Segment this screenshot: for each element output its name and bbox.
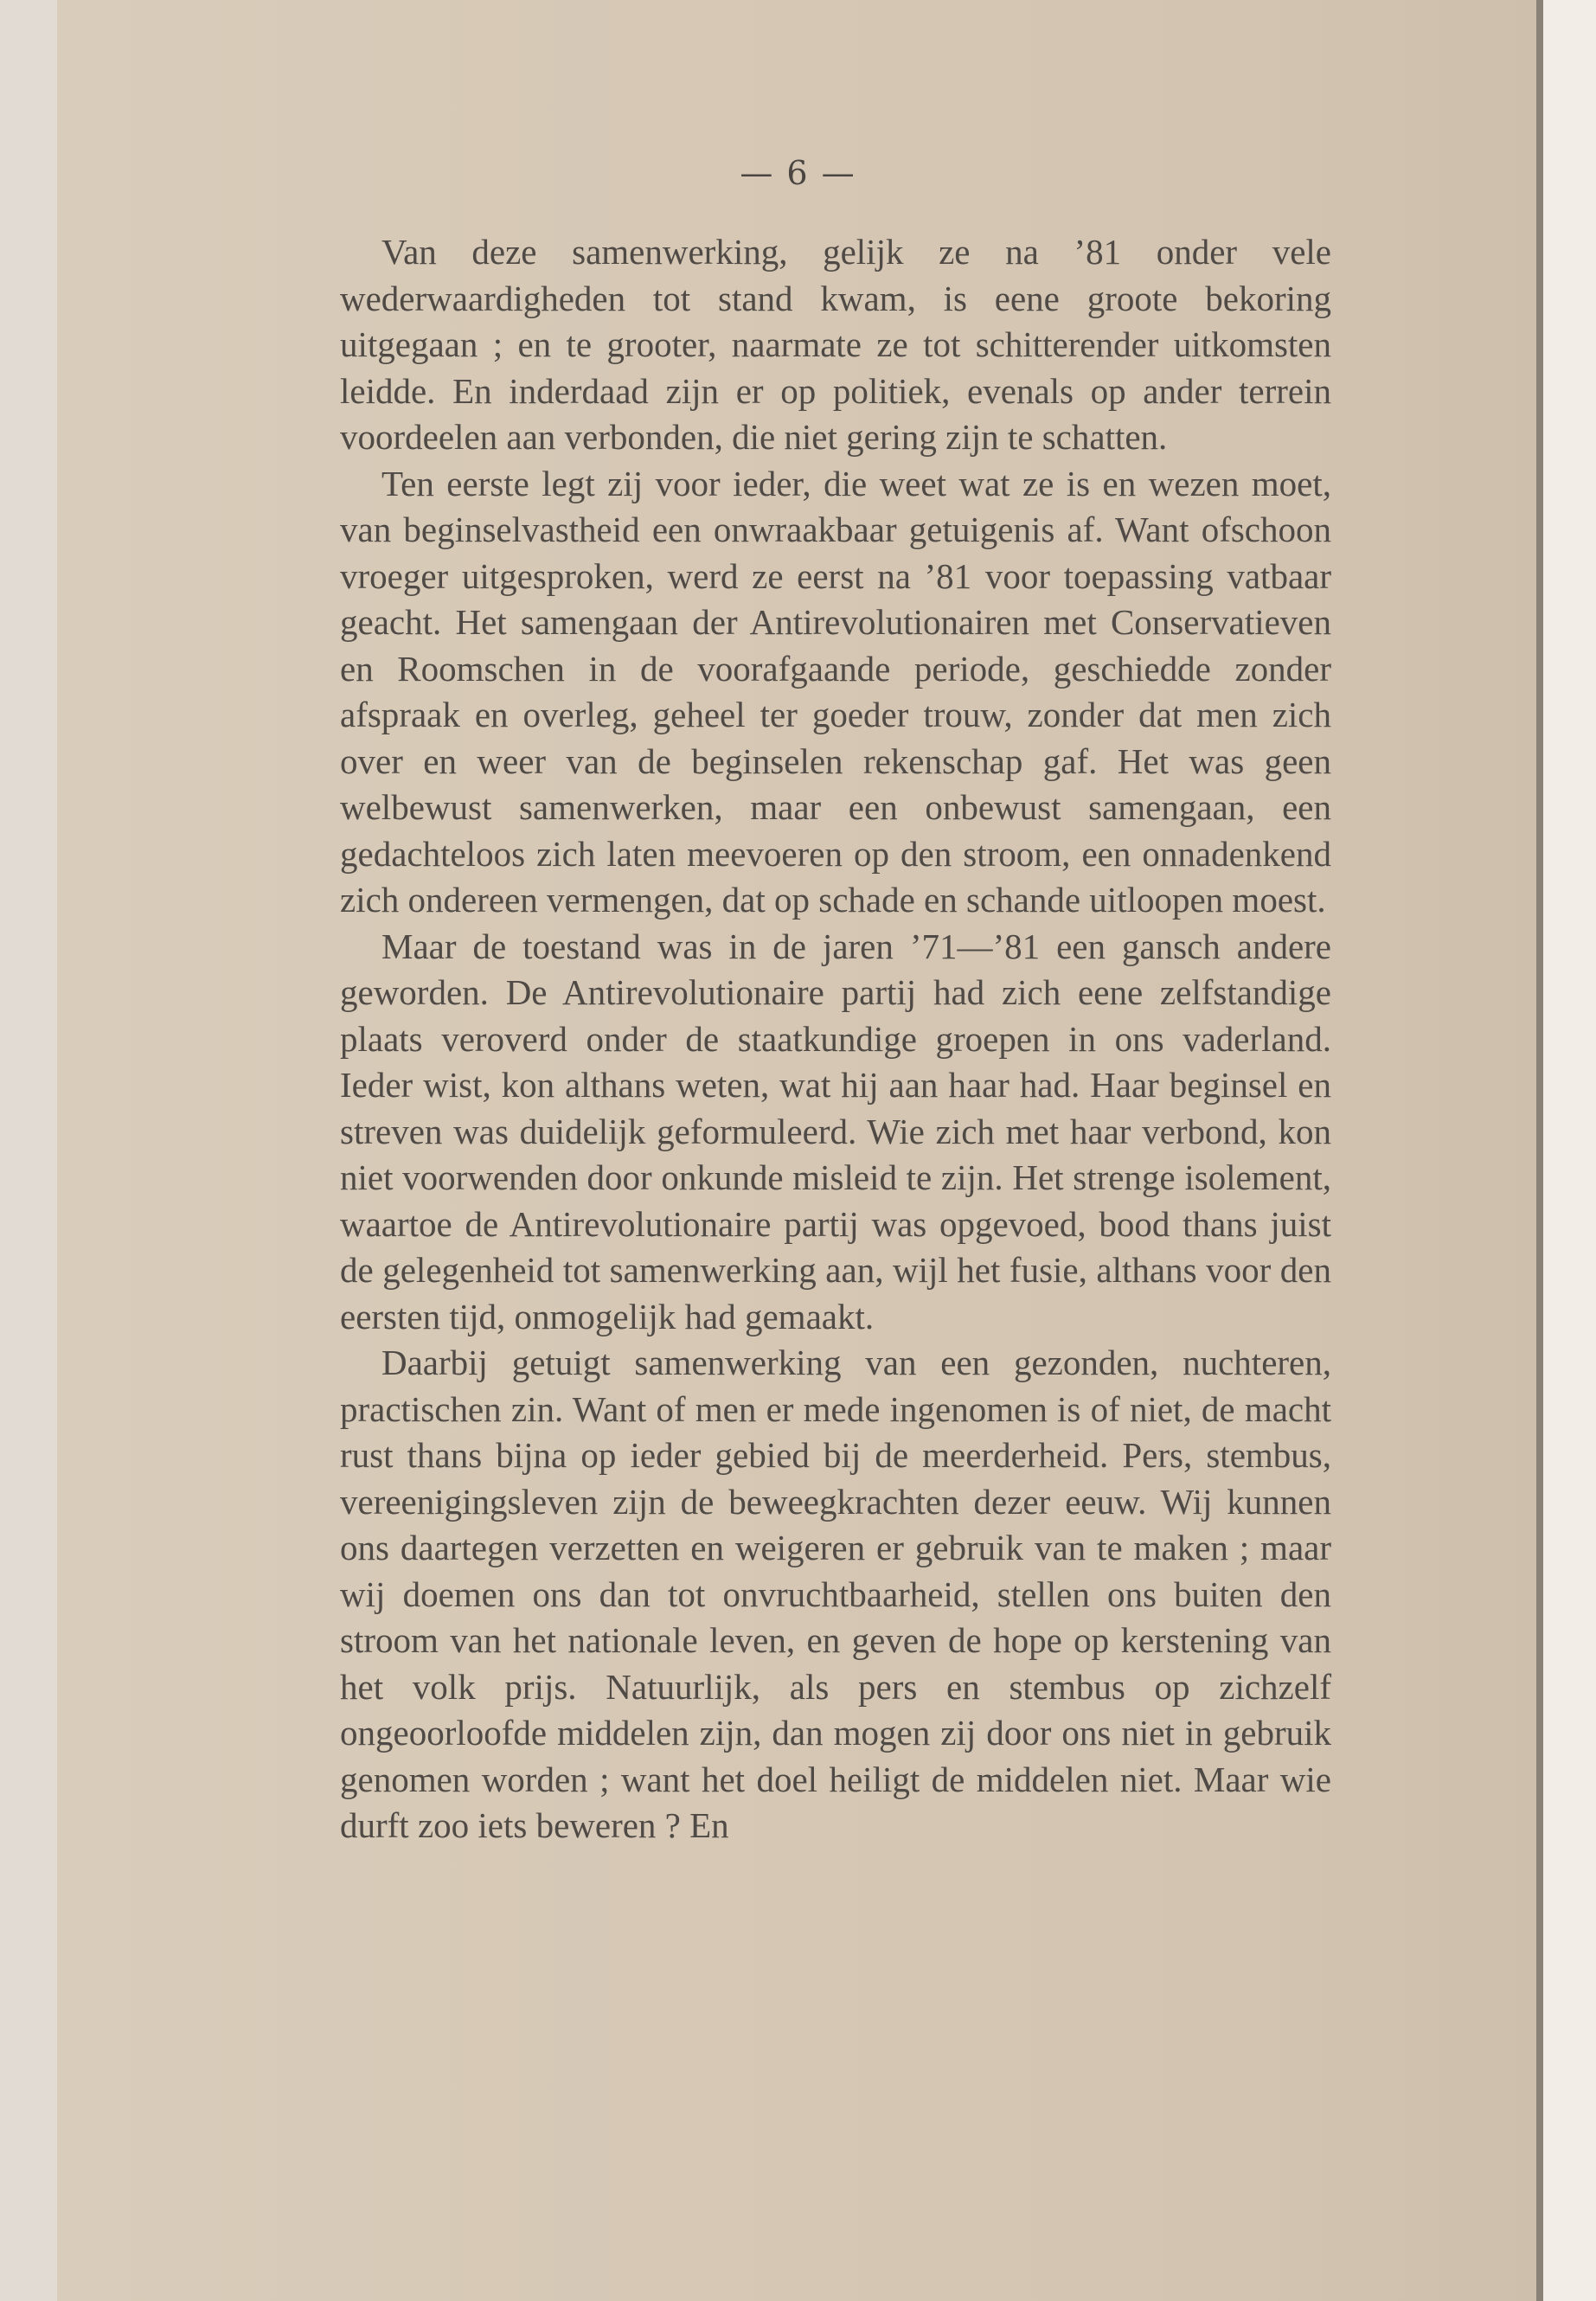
paragraph-2: Ten eerste legt zij voor ieder, die weet wat ze is en wezen moet, van beginselvastheid een onwraakbaar getuigenis af. Want ofschoon vroeger uitgesproken, werd ze eerst na ’81 voor toepassing vatbaar geacht. Het samengaan der Antirevolutionairen met Conservatieven en Roomschen in de voorafgaande periode, geschiedde zonder afspraak en overleg, geheel ter goeder trouw, zonder dat men zich over en weer van de beginselen rekenschap gaf. Het was geen welbewust samenwerken, maar een onbewust samengaan, een gedachteloos zich laten meevoeren op den stroom, een onnadenkend zich ondereen vermengen, dat op schade en schande uitloopen moest. — [340, 463, 1331, 920]
scan-right-margin — [1543, 0, 1596, 2301]
paragraph-3: Maar de toestand was in de jaren ’71—’81 een gansch andere geworden. De Antirevolutionaire partij had zich eene zelfstandige plaats veroverd onder de staatkundige groepen in ons vaderland. Ieder wist, kon althans weten, wat hij aan haar had. Haar beginsel en streven was duidelijk geformuleerd. Wie zich met haar verbond, kon niet voorwenden door onkunde misleid te zijn. Het strenge isolement, waartoe de Antirevolutionaire partij was opgevoed, bood thans juist de gelegenheid tot samenwerking aan, wijl het fusie, althans voor den eersten tijd, onmogelijk had gemaakt. — [340, 926, 1331, 1336]
paragraph-1: Van deze samenwerking, gelijk ze na ’81 onder vele wederwaardigheden tot stand kwam, is eene groote bekoring uitgegaan ; en te grooter, naarmate ze tot schitterender uitkomsten leidde. En inderdaad zijn er op politiek, evenals op ander terrein voordeelen aan verbonden, die niet gering zijn te schatten. — [340, 232, 1331, 457]
scan-left-margin — [0, 0, 57, 2301]
page-number: — 6 — — [740, 154, 856, 192]
page-edge — [1536, 0, 1543, 2301]
paragraph-4: Daarbij getuigt samenwerking van een gezonden, nuchteren, practischen zin. Want of men er mede ingenomen is of niet, de macht rust thans bijna op ieder gebied bij de meerderheid. Pers, stembus, vereenigingsleven zijn de beweegkrachten dezer eeuw. Wij kunnen ons daartegen verzetten en weigeren er gebruik van te maken ; maar wij doemen ons dan tot onvruchtbaarheid, stellen ons buiten den stroom van het nationale leven, en geven de hope op kerstening van het volk prijs. Natuurlijk, als pers en stembus op zichzelf ongeoorloofde middelen zijn, dan mogen zij door ons niet in gebruik genomen worden ; want het doel heiligt de middelen niet. Maar wie durft zoo iets beweren ? En — [340, 1343, 1331, 1845]
page-body — [340, 229, 1331, 1849]
